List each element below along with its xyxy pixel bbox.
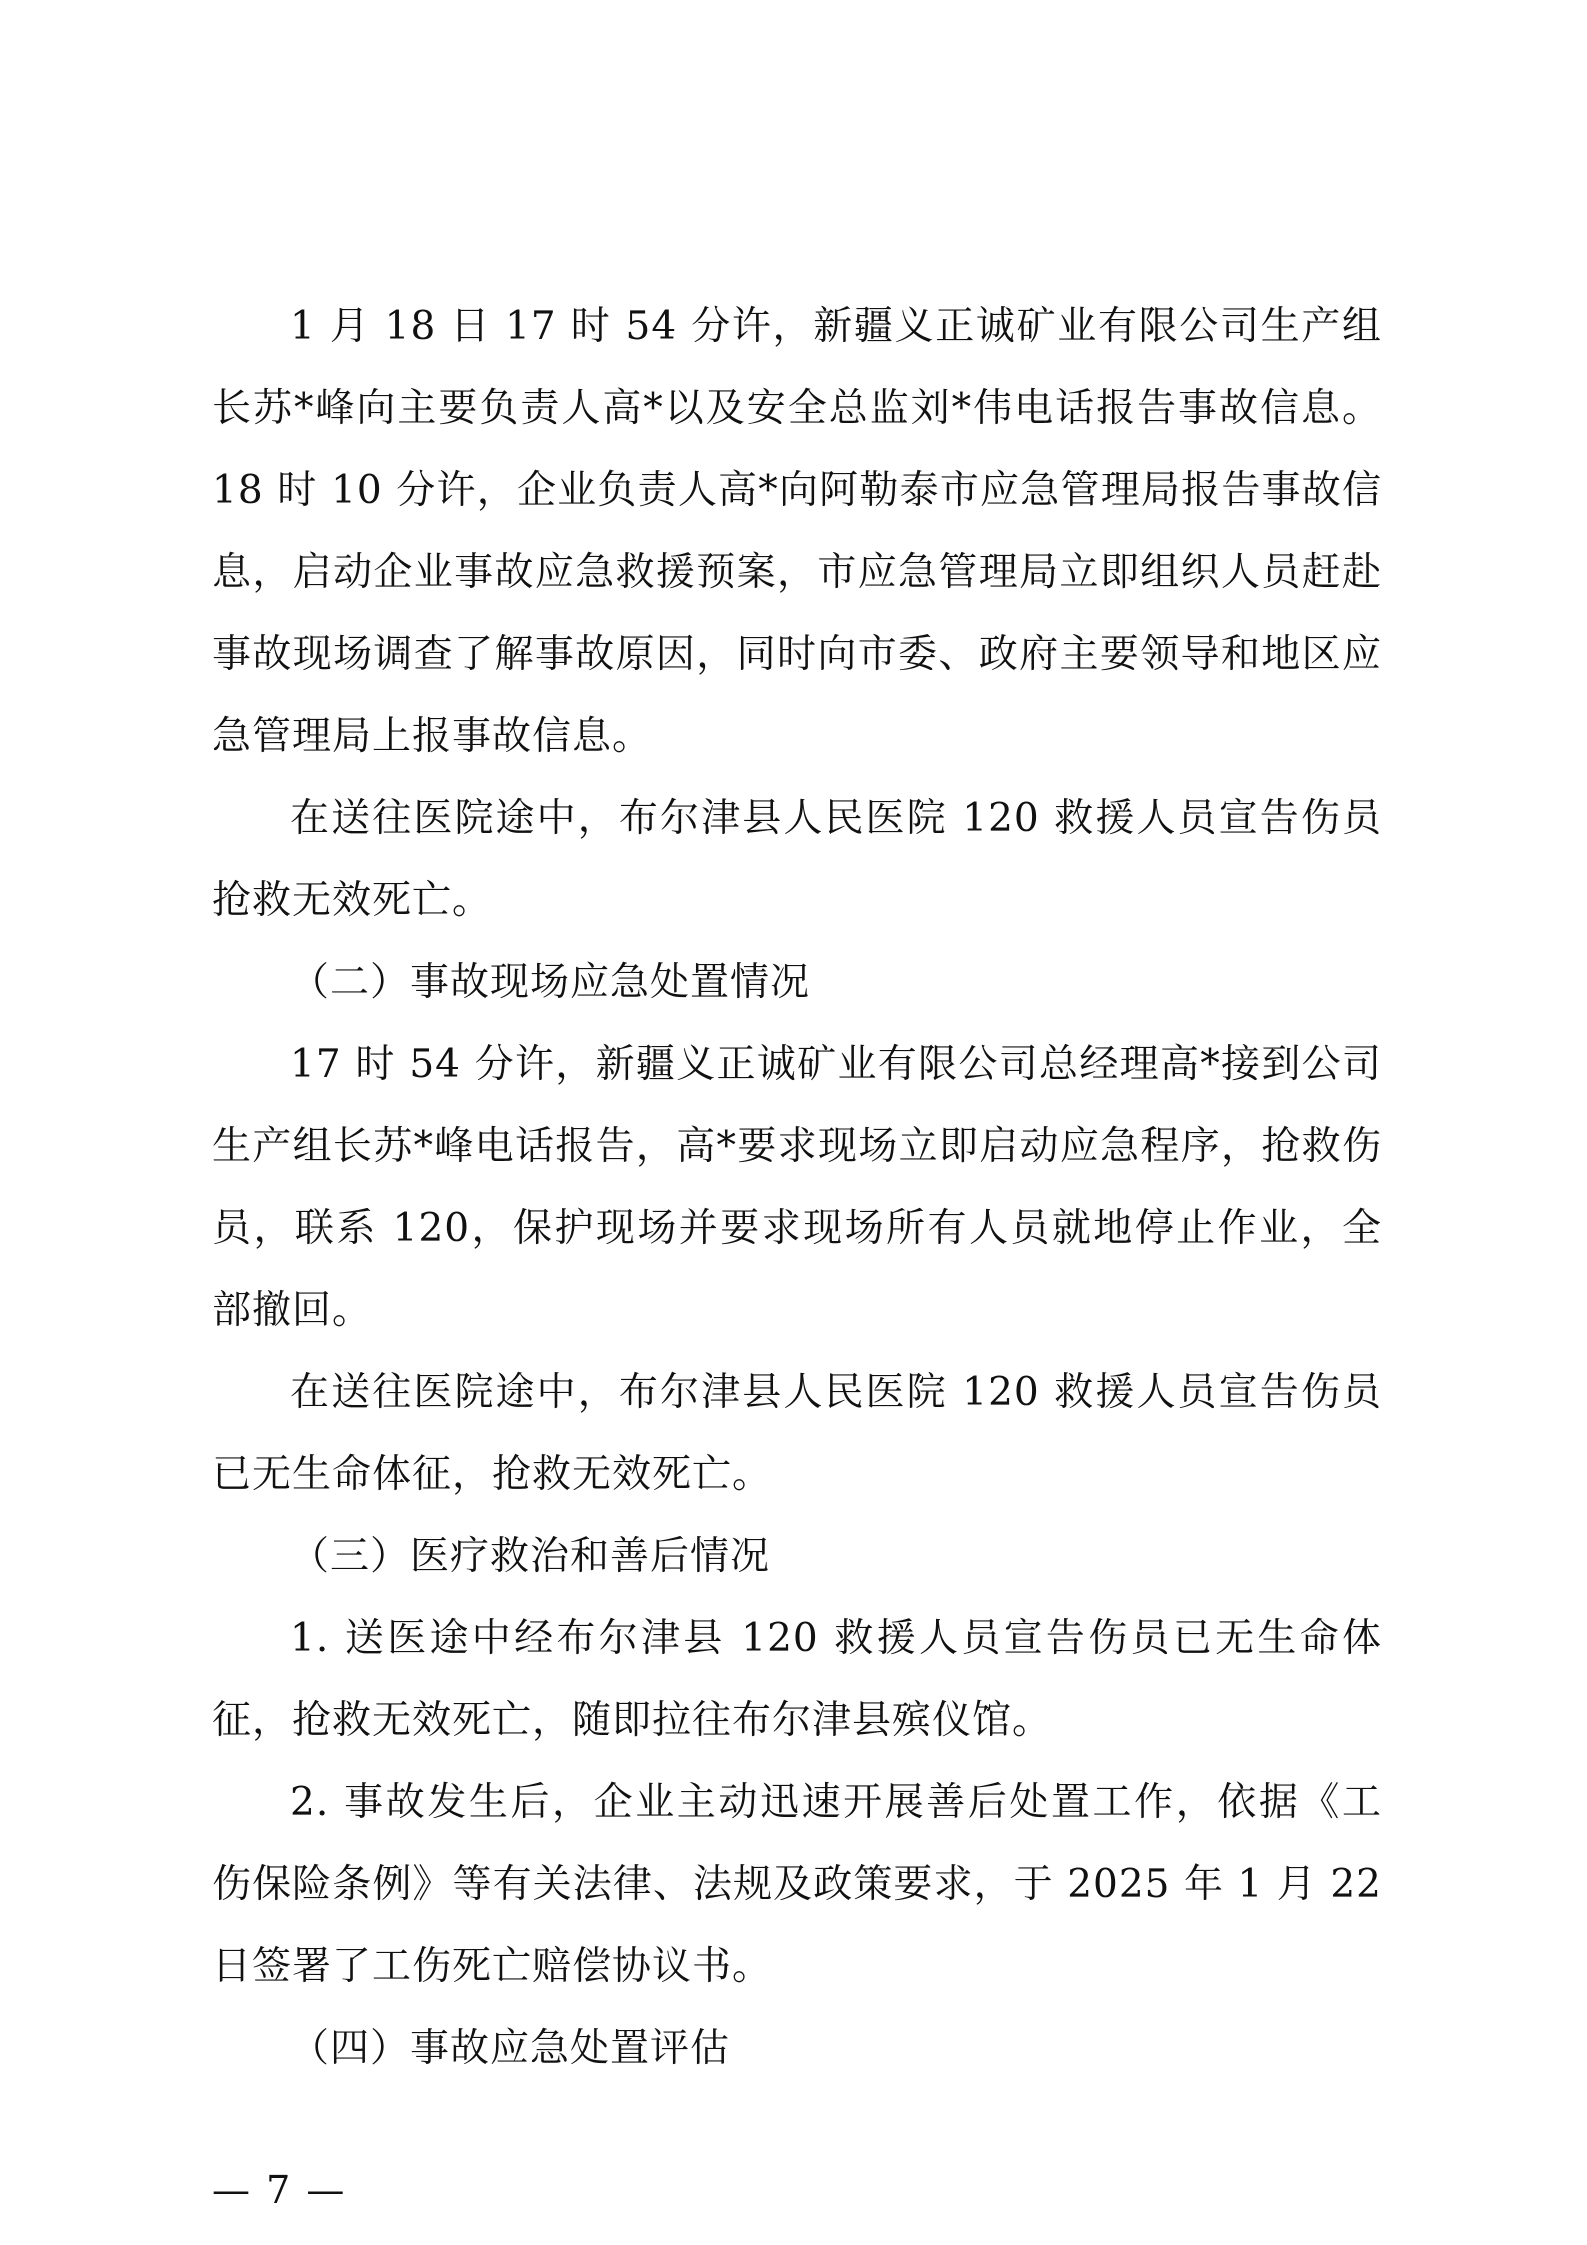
page-number: — 7 — [212, 2168, 347, 2212]
paragraph-death-declared: 在送往医院途中，布尔津县人民医院 120 救援人员宣告伤员已无生命体征，抢救无效死亡。 [212, 1370, 1382, 1497]
section-heading-medical-aftermath: （三）医疗救治和善后情况 [290, 1534, 771, 1579]
paragraph-onsite-response: 17 时 54 分许，新疆义正诚矿业有限公司总经理高*接到公司生产组长苏*峰电话报告，高*要求现场立即启动应急程序，抢救伤员，联系 120，保护现场并要求现场所有人员就地停止作业，全部撤回。 [212, 1042, 1382, 1333]
section-heading-response-assessment: （四）事故应急处置评估 [290, 2026, 731, 2071]
paragraph-hospital-transfer: 在送往医院途中，布尔津县人民医院 120 救援人员宣告伤员抢救无效死亡。 [212, 796, 1382, 923]
paragraph-medical-item-1: 1. 送医途中经布尔津县 120 救援人员宣告伤员已无生命体征，抢救无效死亡，随即拉往布尔津县殡仪馆。 [212, 1616, 1382, 1743]
document-body [212, 286, 1382, 2090]
section-heading-onsite-response: （二）事故现场应急处置情况 [290, 960, 811, 1005]
paragraph-medical-item-2: 2. 事故发生后，企业主动迅速开展善后处置工作，依据《工伤保险条例》等有关法律、法规及政策要求，于 2025 年 1 月 22 日签署了工伤死亡赔偿协议书。 [212, 1780, 1382, 1989]
paragraph-incident-report: 1 月 18 日 17 时 54 分许，新疆义正诚矿业有限公司生产组长苏*峰向主要负责人高*以及安全总监刘*伟电话报告事故信息。18 时 10 分许，企业负责人高*向阿勒泰市应急管理局报告事故信息，启动企业事故应急救援预案，市应急管理局立即组织人员赶赴事故现场调查了解事故原因，同时向市委、政府主要领导和地区应急管理局上报事故信息。 [212, 304, 1382, 759]
